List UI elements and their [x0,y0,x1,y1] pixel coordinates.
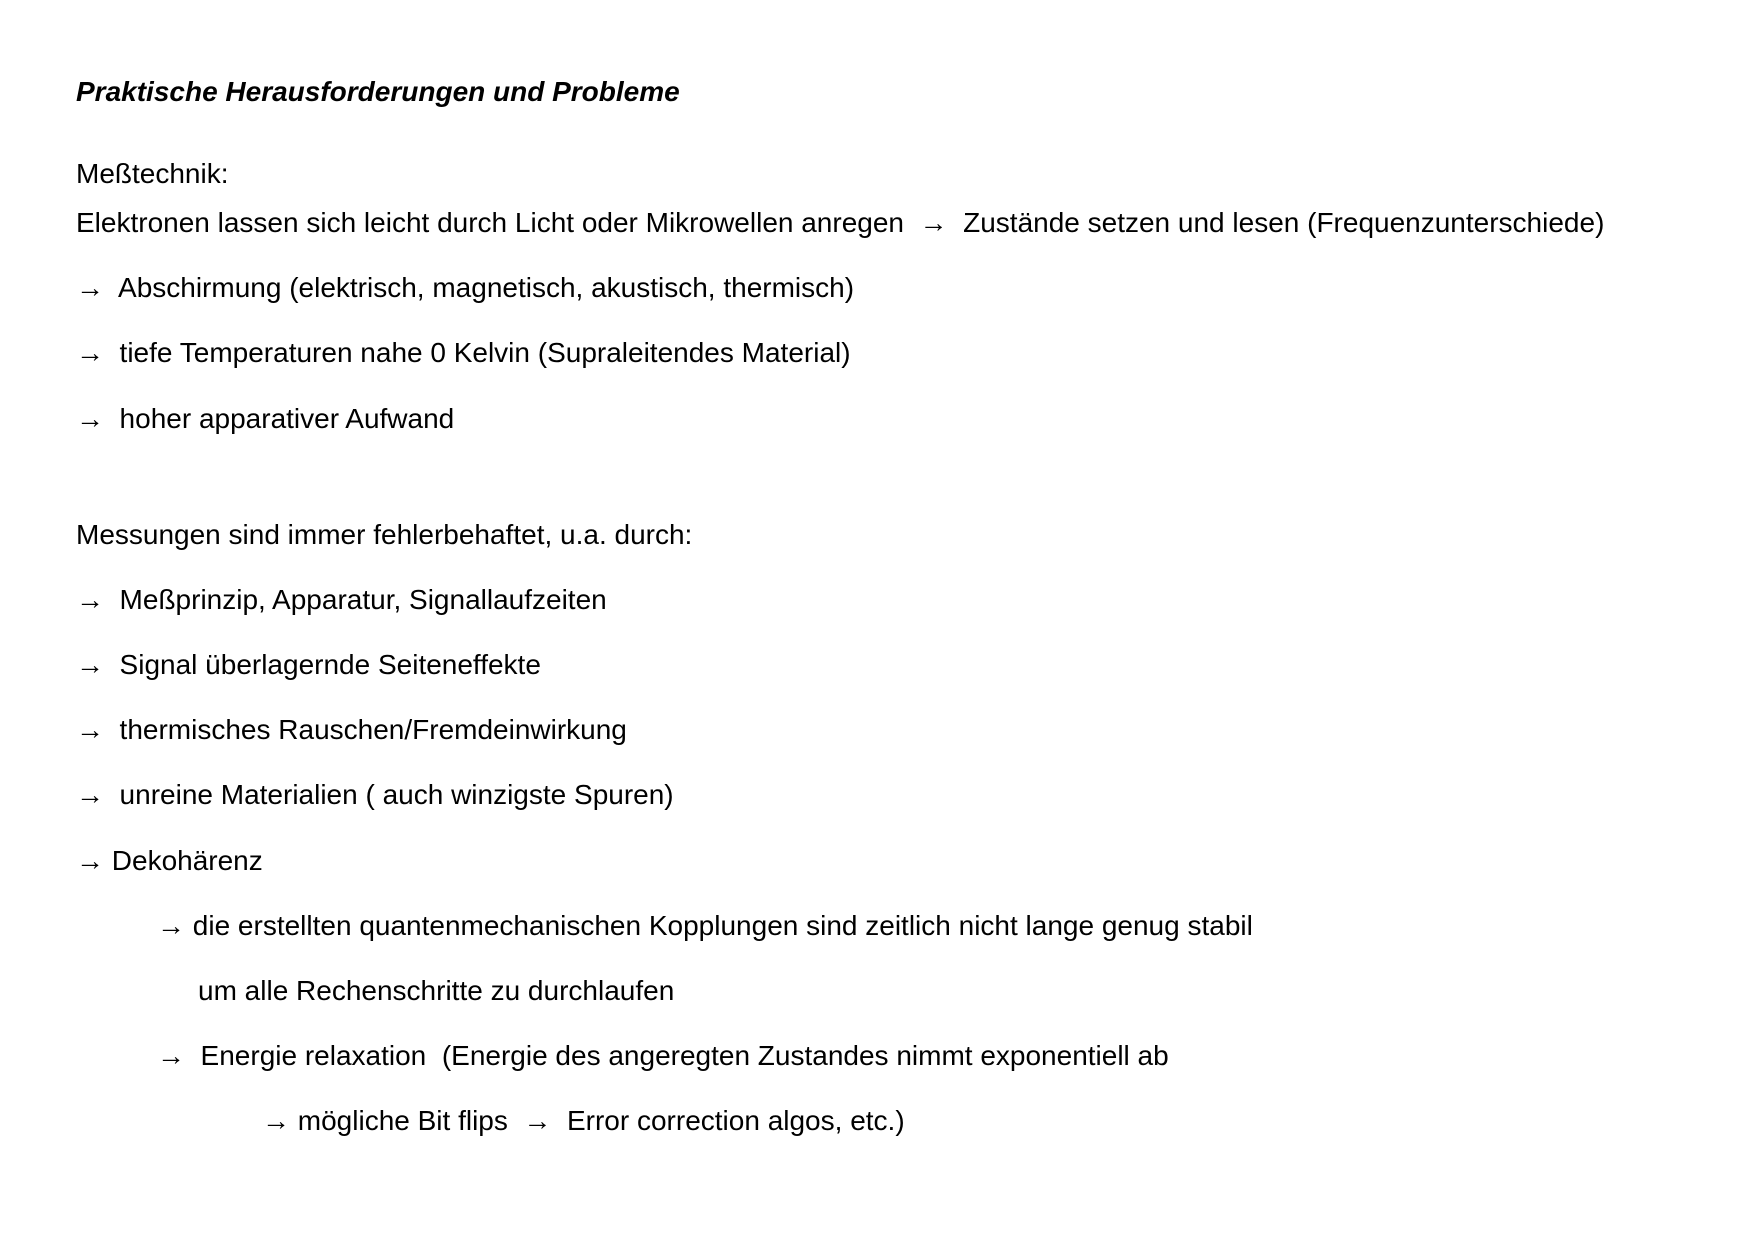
bullet-item: → Signal überlagernde Seiteneffekte [76,649,541,680]
sub-bullet-continuation: um alle Rechenschritte zu durchlaufen [198,975,675,1006]
bullet-item: → thermisches Rauschen/Fremdeinwirkung [76,714,627,745]
sub-sub-bullet-item: → mögliche Bit flips → Error correction algos, etc.) [262,1105,905,1136]
bullet-item: → Abschirmung (elektrisch, magnetisch, akustisch, thermisch) [76,272,855,303]
text-line: Elektronen lassen sich leicht durch Licht oder Mikrowellen anregen → Zustände setzen und lesen (Frequenzunterschiede) [76,207,1605,238]
bullet-item: → Dekohärenz [76,845,263,876]
bullet-item: → hoher apparativer Aufwand [76,403,455,434]
section-heading-messungen: Messungen sind immer fehlerbehaftet, u.a. durch: [76,519,693,550]
bullet-item: → tiefe Temperaturen nahe 0 Kelvin (Supraleitendes Material) [76,337,851,368]
bullet-item: → Meßprinzip, Apparatur, Signallaufzeiten [76,584,607,615]
sub-bullet-item: → die erstellten quantenmechanischen Kopplungen sind zeitlich nicht lange genug stabil [157,910,1253,941]
document-title: Praktische Herausforderungen und Probleme [76,76,680,107]
sub-bullet-item: → Energie relaxation (Energie des angeregten Zustandes nimmt exponentiell ab [157,1040,1169,1071]
section-heading-messtechnik: Meßtechnik: [76,158,229,189]
bullet-item: → unreine Materialien ( auch winzigste Spuren) [76,779,674,810]
